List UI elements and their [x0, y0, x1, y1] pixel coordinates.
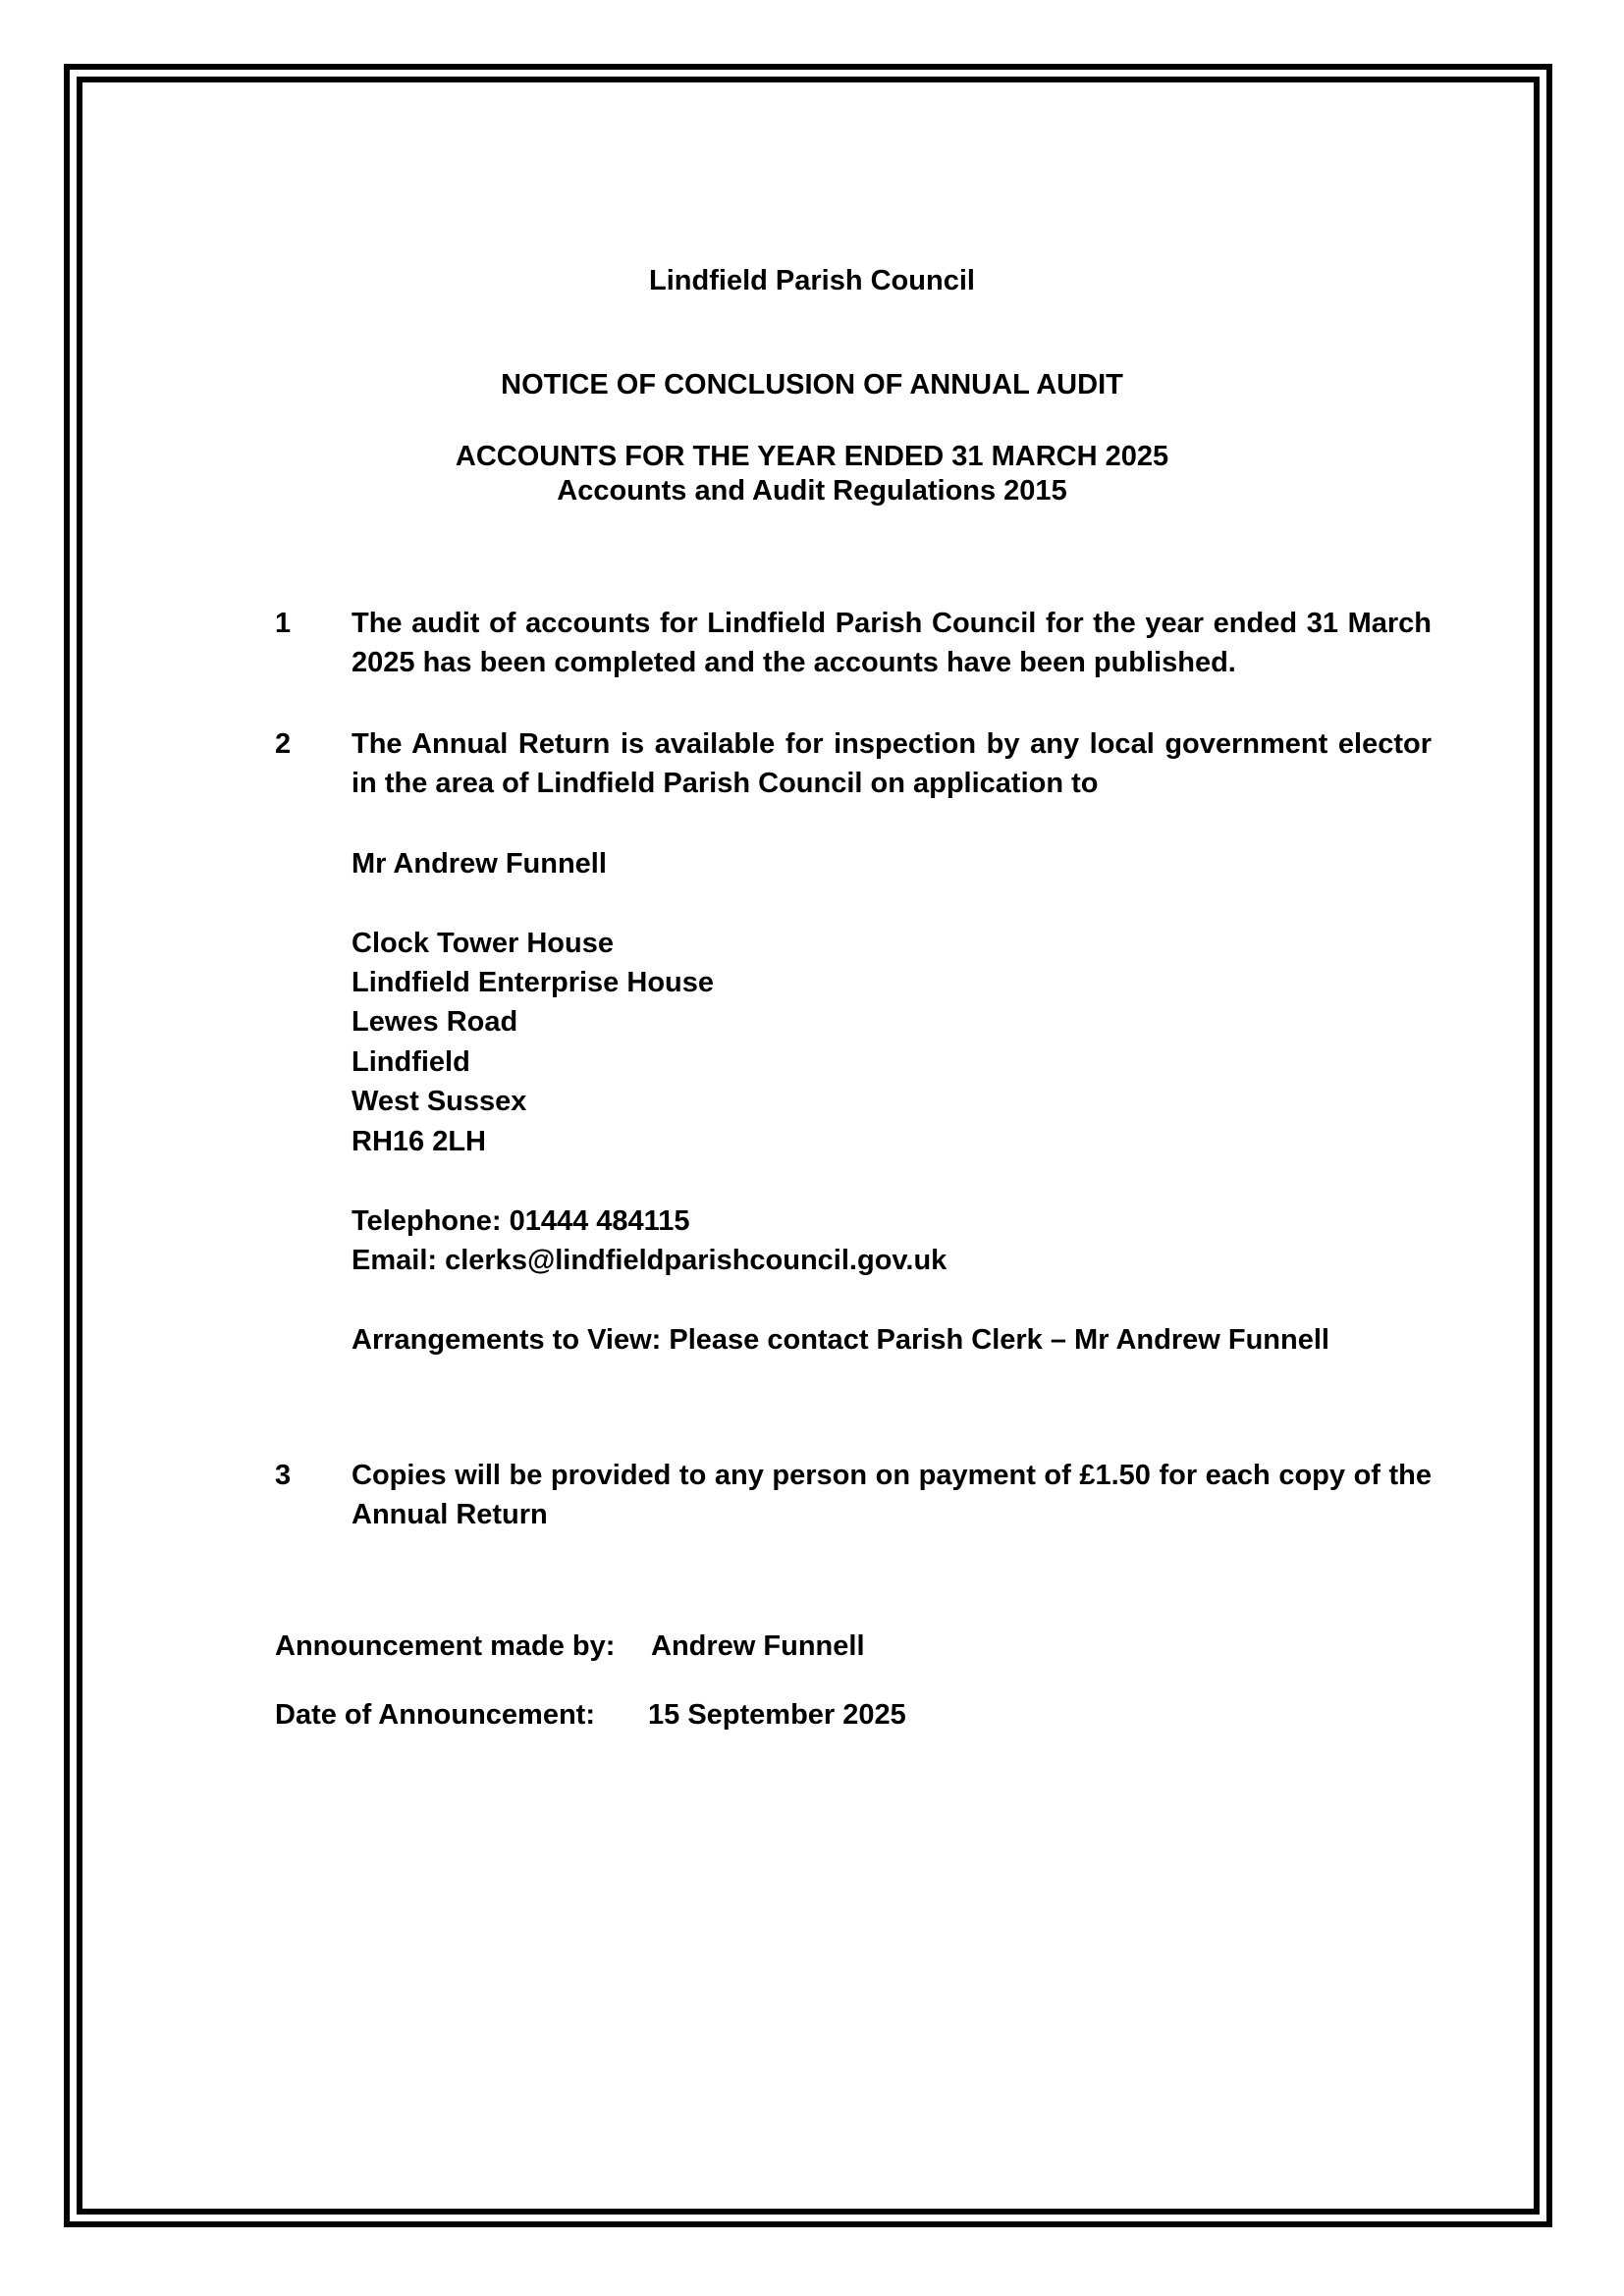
address-line: Lindfield: [352, 1046, 470, 1078]
contact-name: Mr Andrew Funnell: [352, 848, 607, 880]
item-text-3: Copies will be provided to any person on payment of £1.50 for each copy of the Annual Return: [352, 1460, 1432, 1530]
announcement-date-label: Date of Announcement:: [275, 1699, 595, 1731]
announcement-date-value: 15 September 2025: [648, 1699, 906, 1731]
item-number-3: 3: [275, 1460, 292, 1491]
regulations-heading: Accounts and Audit Regulations 2015: [557, 475, 1067, 507]
accounts-year-heading: ACCOUNTS FOR THE YEAR ENDED 31 MARCH 2025: [455, 441, 1169, 472]
viewing-arrangements: Arrangements to View: Please contact Parish Clerk – Mr Andrew Funnell: [352, 1324, 1329, 1356]
contact-telephone: Telephone: 01444 484115: [352, 1205, 690, 1237]
item-number-2: 2: [275, 728, 292, 760]
announcement-by-value: Andrew Funnell: [651, 1630, 865, 1662]
item-number-1: 1: [275, 608, 292, 639]
address-line: Lindfield Enterprise House: [352, 967, 714, 998]
item-text-1: The audit of accounts for Lindfield Parish Council for the year ended 31 March 2025 has been completed and the accounts have been published.: [352, 608, 1432, 678]
notice-title: NOTICE OF CONCLUSION OF ANNUAL AUDIT: [501, 369, 1123, 400]
address-line: Clock Tower House: [352, 928, 614, 959]
address-line: West Sussex: [352, 1086, 527, 1117]
address-postcode: RH16 2LH: [352, 1126, 486, 1157]
contact-email: Email: clerks@lindfieldparishcouncil.gov.uk: [352, 1245, 947, 1276]
address-line: Lewes Road: [352, 1006, 518, 1038]
item-text-2: The Annual Return is available for inspection by any local government elector in the area of Lindfield Parish Council on application to: [352, 728, 1432, 799]
announcement-by-label: Announcement made by:: [275, 1630, 616, 1662]
council-name: Lindfield Parish Council: [649, 265, 975, 296]
